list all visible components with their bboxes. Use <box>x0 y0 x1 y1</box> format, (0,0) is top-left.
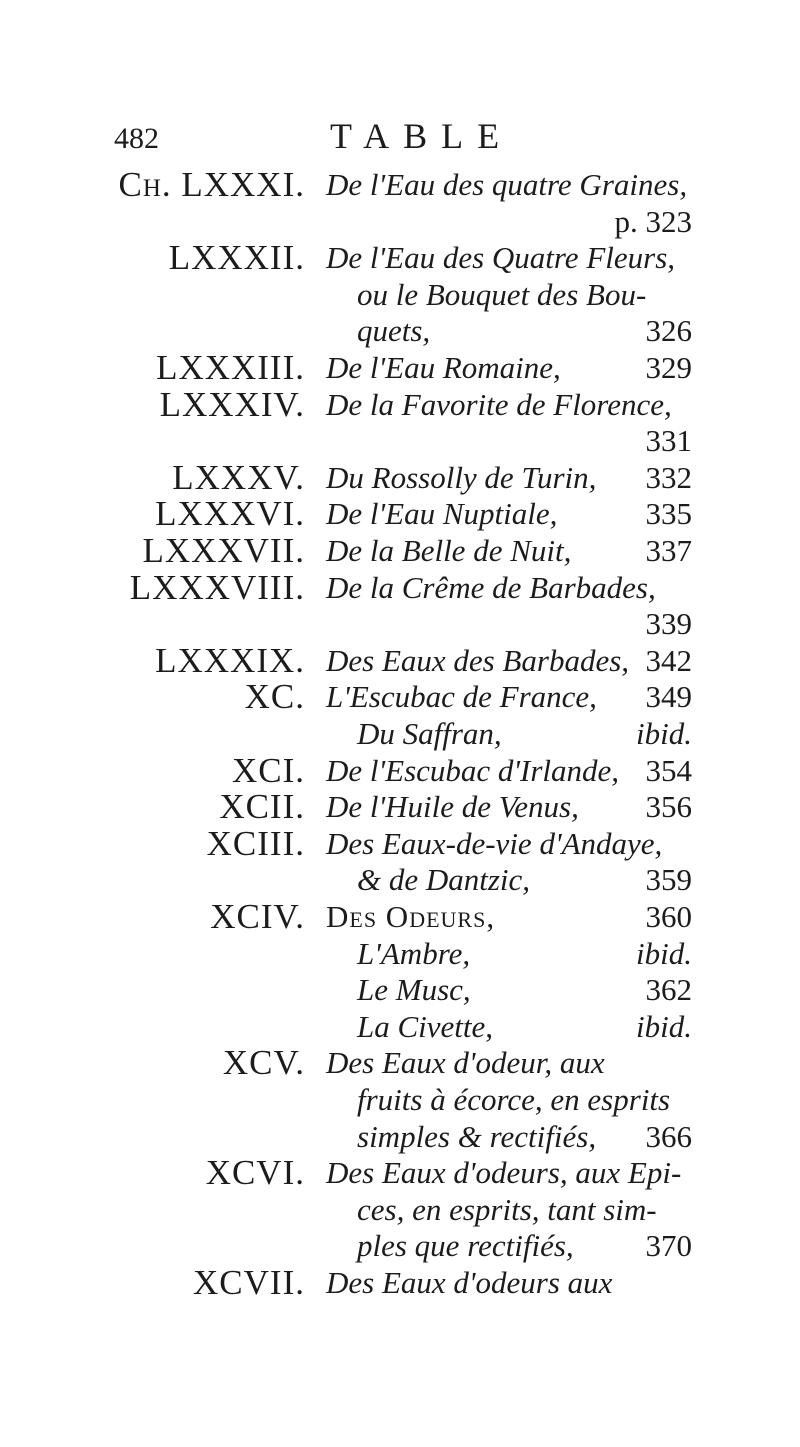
toc-line <box>0 349 800 386</box>
toc-line <box>0 1008 800 1045</box>
chapter-number <box>142 532 305 569</box>
page-reference: 362 <box>645 972 692 1008</box>
toc-line <box>0 752 800 789</box>
running-head: TABLE <box>330 116 514 156</box>
toc-line <box>0 825 800 862</box>
page-reference: ibid. <box>636 935 692 971</box>
page-reference: ibid. <box>636 716 692 751</box>
chapter-numeral: XCIII. <box>206 823 305 863</box>
toc-line <box>0 386 800 423</box>
chapter-number <box>118 166 305 203</box>
chapter-number <box>206 1154 305 1191</box>
entry-title: De l'Eau des quatre Graines, <box>326 167 688 202</box>
entry-title: L'Escubac de France, <box>326 679 597 715</box>
chapter-number <box>160 386 305 423</box>
toc-line <box>0 166 800 203</box>
toc-line <box>0 788 800 825</box>
chapter-number <box>130 569 305 606</box>
chapter-numeral: XC. <box>244 677 305 717</box>
toc-line <box>0 971 800 1008</box>
toc-line <box>0 1227 800 1264</box>
toc-line <box>0 715 800 752</box>
chapter-numeral: XCV. <box>222 1043 305 1083</box>
chapter-number <box>245 678 305 715</box>
entry-title: De l'Escubac d'Irlande, <box>326 752 620 788</box>
chapter-numeral: XCVII. <box>193 1263 305 1302</box>
chapter-number <box>232 752 305 789</box>
chapter-numeral: LXXXVI. <box>155 494 305 534</box>
page-reference: 331 <box>645 423 692 459</box>
chapter-prefix: Ch. <box>118 165 172 204</box>
toc-line <box>0 861 800 898</box>
toc-line <box>0 1081 800 1118</box>
entry-title: simples & rectifiés, <box>357 1118 597 1154</box>
toc-line <box>0 935 800 972</box>
entry-title: ou le Bouquet des Bou- <box>357 276 647 312</box>
page-reference: 370 <box>645 1228 692 1264</box>
chapter-number <box>155 495 305 532</box>
toc-line <box>0 459 800 496</box>
chapter-numeral: LXXXVII. <box>142 531 305 570</box>
page-reference: 349 <box>645 679 692 715</box>
page-reference: 354 <box>645 752 692 788</box>
page-reference: ibid. <box>636 1008 692 1044</box>
page-reference: 359 <box>645 862 692 898</box>
entry-title: & de Dantzic, <box>357 862 531 898</box>
chapter-numeral: LXXXII. <box>168 238 305 278</box>
toc-line <box>0 605 800 642</box>
toc-line <box>0 1191 800 1228</box>
chapter-numeral: LXXXI. <box>181 165 305 204</box>
entry-title: Des Eaux-de-vie d'Andaye, <box>326 825 663 861</box>
chapter-numeral: XCII. <box>219 787 305 827</box>
toc-line <box>0 678 800 715</box>
chapter-numeral: LXXXIII. <box>156 348 305 387</box>
page-reference: 329 <box>645 350 692 385</box>
toc-line <box>0 642 800 679</box>
entry-title: quets, <box>357 313 431 349</box>
entry-title: Des Odeurs, <box>326 899 496 934</box>
chapter-numeral: XCI. <box>231 750 305 790</box>
page-reference: 339 <box>645 606 692 642</box>
chapter-numeral: LXXXV. <box>172 457 305 497</box>
entry-title: Des Eaux d'odeur, aux <box>326 1045 605 1081</box>
entry-title: fruits à écorce, en esprits <box>357 1082 671 1117</box>
entry-title: Du Rossolly de Turin, <box>326 459 597 495</box>
entry-title: L'Ambre, <box>357 935 471 971</box>
toc-line <box>0 239 800 276</box>
page-reference: 332 <box>645 459 692 495</box>
entry-title: De la Belle de Nuit, <box>326 533 572 568</box>
toc-line <box>0 495 800 532</box>
page-reference: 360 <box>645 899 692 934</box>
entry-title: De l'Huile de Venus, <box>326 789 579 825</box>
entry-title: De la Favorite de Florence, <box>326 386 672 422</box>
chapter-number <box>155 642 305 679</box>
chapter-number <box>207 825 305 862</box>
page-reference: 366 <box>645 1118 692 1154</box>
entry-title: Des Eaux d'odeurs, aux Epi- <box>326 1155 682 1191</box>
page-number: 482 <box>114 122 159 155</box>
toc-line <box>0 898 800 935</box>
entry-title: Des Eaux des Barbades, <box>326 642 630 678</box>
page-reference: 342 <box>645 642 692 678</box>
toc-line <box>0 276 800 313</box>
entry-title: La Civette, <box>357 1008 494 1044</box>
toc-line <box>0 1264 800 1301</box>
toc-line <box>0 422 800 459</box>
chapter-numeral: LXXXVIII. <box>129 567 305 607</box>
entry-title: De la Crême de Barbades, <box>326 569 656 605</box>
chapter-numeral: LXXXIV. <box>159 384 305 424</box>
toc-line <box>0 532 800 569</box>
entry-title: ces, en esprits, tant sim- <box>357 1191 657 1227</box>
entry-title: ples que rectifiés, <box>357 1228 574 1264</box>
entry-title: De l'Eau Romaine, <box>326 350 561 385</box>
chapter-number <box>193 1264 305 1301</box>
page-reference: 326 <box>645 313 692 349</box>
chapter-number <box>223 1044 305 1081</box>
entry-title: Des Eaux d'odeurs aux <box>326 1265 613 1300</box>
toc-line <box>0 569 800 606</box>
chapter-number <box>172 459 305 496</box>
entry-title: Du Saffran, <box>357 716 502 751</box>
toc-line <box>0 1044 800 1081</box>
page-reference: 335 <box>645 496 692 532</box>
chapter-numeral: XCVI. <box>205 1153 305 1193</box>
page-reference: 356 <box>645 789 692 825</box>
page-reference: 337 <box>645 533 692 568</box>
chapter-numeral: LXXXIX. <box>155 640 305 680</box>
toc-line <box>0 1118 800 1155</box>
entry-title: Le Musc, <box>357 972 471 1008</box>
toc-line <box>0 203 800 240</box>
chapter-number <box>210 898 305 935</box>
entry-title: De l'Eau Nuptiale, <box>326 496 558 532</box>
chapter-number <box>156 349 305 386</box>
entry-title: De l'Eau des Quatre Fleurs, <box>326 240 676 276</box>
page-reference: p. 323 <box>614 203 692 239</box>
toc-line <box>0 1154 800 1191</box>
chapter-number <box>219 788 305 825</box>
chapter-number <box>169 239 305 276</box>
toc-line <box>0 312 800 349</box>
chapter-numeral: XCIV. <box>210 897 305 936</box>
